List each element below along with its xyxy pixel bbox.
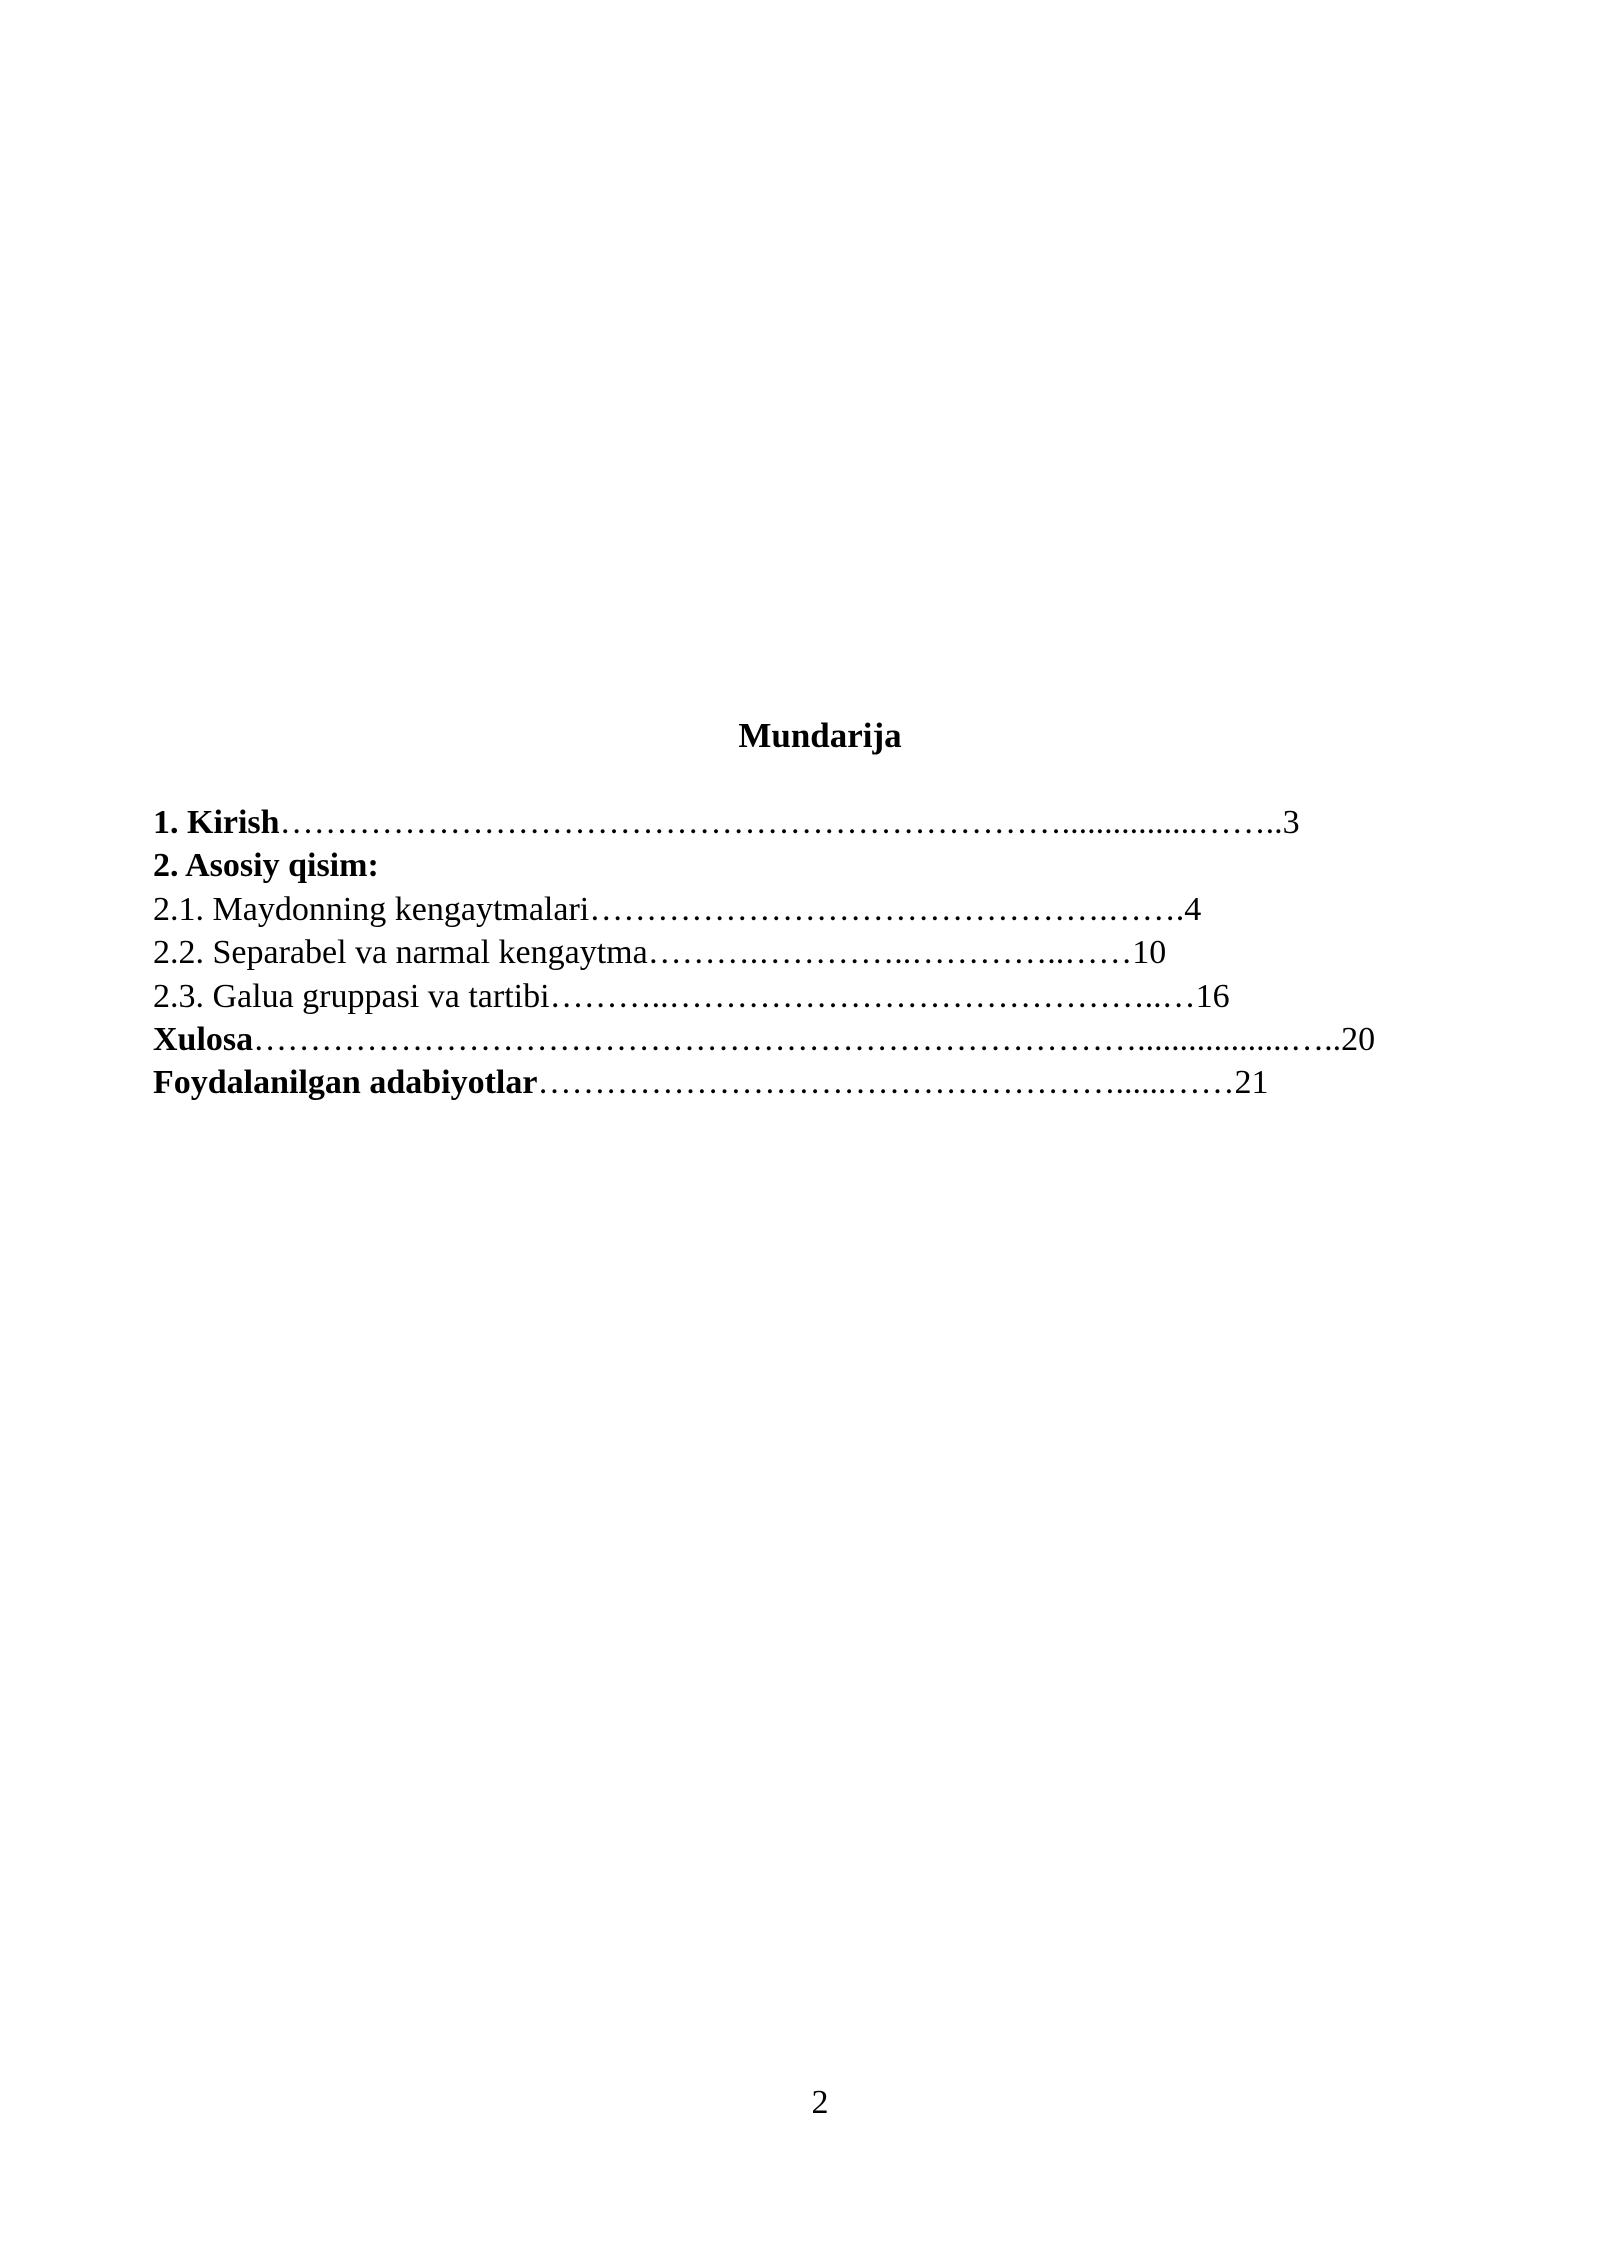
toc-entry-label: 2.2. Separabel va narmal kengaytma [153, 934, 648, 972]
toc-entry-page: 3 [1282, 804, 1300, 841]
toc-entry-label: Xulosa [153, 1021, 254, 1059]
toc-entry-page: 21 [1234, 1064, 1269, 1102]
toc-entry-kirish [153, 801, 1473, 844]
toc-entry-page: 4 [1184, 890, 1202, 928]
toc-entry-separabel-kengaytma [153, 931, 1473, 974]
toc-entry-galua-gruppasi [153, 975, 1473, 1018]
toc-section-label: 2. Asosiy qisim: [153, 847, 379, 885]
toc-entry-leader: ……………………………………….……. [589, 890, 1185, 928]
toc-entry-page: 10 [1132, 934, 1167, 972]
toc-entry-label: 2.1. Maydonning kengaytmalari [153, 890, 590, 928]
toc-entry-leader: ……….…………..…………..…… [647, 934, 1133, 972]
table-of-contents [153, 801, 1473, 1105]
toc-entry-leader: ……………………………………………......…… [537, 1064, 1235, 1102]
toc-entry-page: 16 [1195, 977, 1230, 1015]
page-number: 2 [811, 2084, 829, 2121]
toc-entry-leader: ……………………………………………………………................…….. [279, 804, 1283, 841]
page-title: Mundarija [738, 716, 902, 755]
toc-entry-label: Foydalanilgan adabiyotlar [153, 1064, 538, 1102]
toc-entry-maydonning-kengaytmalari [153, 888, 1473, 931]
toc-entry-leader: ……………………………………………………………………..................….. [253, 1021, 1342, 1059]
toc-entry-label: 2.3. Galua gruppasi va tartibi [153, 977, 550, 1015]
toc-entry-page: 20 [1341, 1021, 1376, 1059]
toc-entry-leader: ………..……………………………………..… [549, 977, 1196, 1015]
toc-entry-xulosa [153, 1018, 1473, 1061]
toc-entry-foydalanilgan-adabiyotlar [153, 1061, 1473, 1104]
toc-section-asosiy-qisim [153, 844, 1473, 887]
toc-entry-label: 1. Kirish [153, 804, 280, 841]
